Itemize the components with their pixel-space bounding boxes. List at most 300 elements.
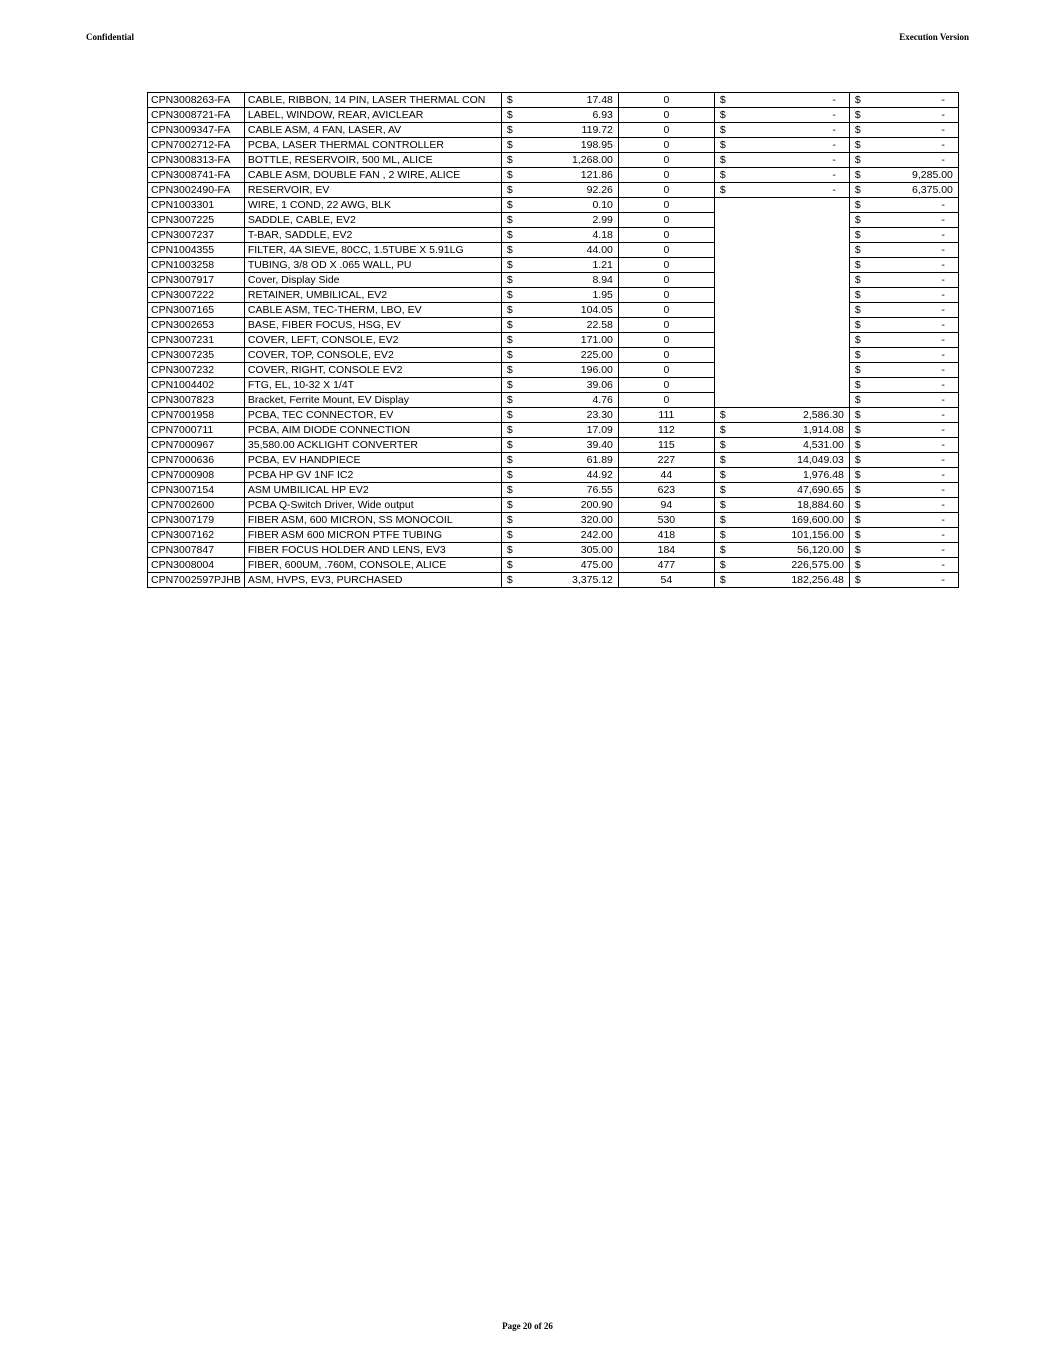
amount-value: - — [941, 244, 945, 256]
table-row — [148, 183, 959, 198]
description-cell: FTG, EL, 10-32 X 1/4T — [244, 378, 501, 393]
currency-symbol: $ — [506, 199, 513, 211]
part-number-cell: CPN3007235 — [148, 348, 245, 363]
amount-value: 39.40 — [586, 439, 613, 451]
currency-symbol: $ — [854, 454, 861, 466]
currency-symbol: $ — [719, 94, 726, 106]
amount-value: 2,586.30 — [803, 409, 844, 421]
part-number-cell: CPN3007154 — [148, 483, 245, 498]
amount-value: - — [941, 499, 945, 511]
currency-symbol: $ — [506, 394, 513, 406]
quantity-cell: 418 — [618, 528, 714, 543]
quantity-cell: 184 — [618, 543, 714, 558]
part-number-cell: CPN1004355 — [148, 243, 245, 258]
unit-price-cell — [501, 198, 618, 213]
extended-value-cell — [714, 213, 849, 228]
amount-value: 242.00 — [580, 529, 613, 541]
total-value-cell — [849, 408, 958, 423]
amount-value: 17.09 — [586, 424, 613, 436]
table-row — [148, 258, 959, 273]
unit-price-cell — [501, 393, 618, 408]
amount-value: 92.26 — [586, 184, 613, 196]
currency-symbol: $ — [854, 349, 861, 361]
description-cell: RESERVOIR, EV — [244, 183, 501, 198]
table-row — [148, 528, 959, 543]
page-number: Page 20 of 26 — [502, 1321, 553, 1331]
unit-price-cell — [501, 93, 618, 108]
unit-price-cell — [501, 483, 618, 498]
extended-value-cell — [714, 348, 849, 363]
part-number-cell: CPN7000967 — [148, 438, 245, 453]
table-row — [148, 243, 959, 258]
part-number-cell: CPN7000636 — [148, 453, 245, 468]
amount-value: 171.00 — [580, 334, 613, 346]
currency-symbol: $ — [719, 124, 726, 136]
part-number-cell: CPN3007179 — [148, 513, 245, 528]
total-value-cell — [849, 288, 958, 303]
amount-value: 4,531.00 — [803, 439, 844, 451]
part-number-cell: CPN3002490-FA — [148, 183, 245, 198]
currency-symbol: $ — [506, 454, 513, 466]
extended-value-cell — [714, 258, 849, 273]
description-cell: Cover, Display Side — [244, 273, 501, 288]
amount-value: - — [941, 259, 945, 271]
currency-symbol: $ — [854, 364, 861, 376]
extended-value-cell — [714, 573, 849, 588]
currency-symbol: $ — [719, 484, 726, 496]
description-cell: FIBER, 600UM, .760M, CONSOLE, ALICE — [244, 558, 501, 573]
quantity-cell: 0 — [618, 168, 714, 183]
total-value-cell — [849, 123, 958, 138]
unit-price-cell — [501, 123, 618, 138]
table-row — [148, 393, 959, 408]
part-number-cell: CPN3008263-FA — [148, 93, 245, 108]
currency-symbol: $ — [506, 439, 513, 451]
description-cell: PCBA, TEC CONNECTOR, EV — [244, 408, 501, 423]
unit-price-cell — [501, 318, 618, 333]
currency-symbol: $ — [506, 514, 513, 526]
part-number-cell: CPN7001958 — [148, 408, 245, 423]
currency-symbol: $ — [854, 304, 861, 316]
amount-value: - — [941, 109, 945, 121]
quantity-cell: 0 — [618, 288, 714, 303]
amount-value: - — [941, 319, 945, 331]
currency-symbol: $ — [506, 529, 513, 541]
unit-price-cell — [501, 468, 618, 483]
currency-symbol: $ — [854, 319, 861, 331]
amount-value: 4.76 — [592, 394, 613, 406]
description-cell: Bracket, Ferrite Mount, EV Display — [244, 393, 501, 408]
amount-value: 1,914.08 — [803, 424, 844, 436]
unit-price-cell — [501, 513, 618, 528]
currency-symbol: $ — [854, 529, 861, 541]
amount-value: 18,884.60 — [797, 499, 844, 511]
currency-symbol: $ — [854, 289, 861, 301]
total-value-cell — [849, 273, 958, 288]
amount-value: 475.00 — [580, 559, 613, 571]
currency-symbol: $ — [506, 154, 513, 166]
description-cell: T-BAR, SADDLE, EV2 — [244, 228, 501, 243]
extended-value-cell — [714, 183, 849, 198]
total-value-cell — [849, 198, 958, 213]
table-row — [148, 273, 959, 288]
part-number-cell: CPN3007847 — [148, 543, 245, 558]
quantity-cell: 0 — [618, 93, 714, 108]
amount-value: 56,120.00 — [797, 544, 844, 556]
amount-value: 196.00 — [580, 364, 613, 376]
unit-price-cell — [501, 333, 618, 348]
extended-value-cell — [714, 528, 849, 543]
extended-value-cell — [714, 453, 849, 468]
table-row — [148, 498, 959, 513]
currency-symbol: $ — [719, 559, 726, 571]
part-number-cell: CPN3009347-FA — [148, 123, 245, 138]
total-value-cell — [849, 318, 958, 333]
amount-value: - — [941, 469, 945, 481]
currency-symbol: $ — [719, 154, 726, 166]
description-cell: COVER, RIGHT, CONSOLE EV2 — [244, 363, 501, 378]
extended-value-cell — [714, 513, 849, 528]
quantity-cell: 0 — [618, 243, 714, 258]
unit-price-cell — [501, 273, 618, 288]
amount-value: - — [941, 94, 945, 106]
table-row — [148, 93, 959, 108]
unit-price-cell — [501, 138, 618, 153]
amount-value: - — [941, 409, 945, 421]
table-row — [148, 378, 959, 393]
total-value-cell — [849, 423, 958, 438]
extended-value-cell — [714, 333, 849, 348]
quantity-cell: 0 — [618, 333, 714, 348]
currency-symbol: $ — [854, 169, 861, 181]
part-number-cell: CPN3007232 — [148, 363, 245, 378]
table-row — [148, 408, 959, 423]
currency-symbol: $ — [854, 229, 861, 241]
amount-value: - — [941, 379, 945, 391]
currency-symbol: $ — [719, 529, 726, 541]
amount-value: 198.95 — [580, 139, 613, 151]
table-row — [148, 138, 959, 153]
unit-price-cell — [501, 108, 618, 123]
quantity-cell: 115 — [618, 438, 714, 453]
amount-value: - — [941, 334, 945, 346]
total-value-cell — [849, 378, 958, 393]
currency-symbol: $ — [506, 274, 513, 286]
amount-value: 76.55 — [586, 484, 613, 496]
part-number-cell: CPN7000908 — [148, 468, 245, 483]
part-number-cell: CPN3002653 — [148, 318, 245, 333]
unit-price-cell — [501, 243, 618, 258]
currency-symbol: $ — [854, 244, 861, 256]
currency-symbol: $ — [854, 124, 861, 136]
total-value-cell — [849, 258, 958, 273]
currency-symbol: $ — [506, 379, 513, 391]
amount-value: 44.92 — [586, 469, 613, 481]
part-number-cell: CPN1003258 — [148, 258, 245, 273]
currency-symbol: $ — [719, 499, 726, 511]
total-value-cell — [849, 543, 958, 558]
quantity-cell: 0 — [618, 228, 714, 243]
currency-symbol: $ — [854, 469, 861, 481]
description-cell: PCBA, AIM DIODE CONNECTION — [244, 423, 501, 438]
table-row — [148, 288, 959, 303]
amount-value: 8.94 — [592, 274, 613, 286]
part-number-cell: CPN3008741-FA — [148, 168, 245, 183]
currency-symbol: $ — [854, 184, 861, 196]
unit-price-cell — [501, 168, 618, 183]
extended-value-cell — [714, 483, 849, 498]
part-number-cell: CPN7002600 — [148, 498, 245, 513]
quantity-cell: 477 — [618, 558, 714, 573]
amount-value: - — [941, 529, 945, 541]
currency-symbol: $ — [854, 94, 861, 106]
description-cell: FIBER ASM 600 MICRON PTFE TUBING — [244, 528, 501, 543]
extended-value-cell — [714, 273, 849, 288]
quantity-cell: 0 — [618, 273, 714, 288]
amount-value: - — [941, 214, 945, 226]
amount-value: 39.06 — [586, 379, 613, 391]
description-cell: SADDLE, CABLE, EV2 — [244, 213, 501, 228]
amount-value: - — [941, 424, 945, 436]
unit-price-cell — [501, 228, 618, 243]
currency-symbol: $ — [506, 184, 513, 196]
quantity-cell: 227 — [618, 453, 714, 468]
quantity-cell: 0 — [618, 198, 714, 213]
total-value-cell — [849, 348, 958, 363]
currency-symbol: $ — [719, 169, 726, 181]
extended-value-cell — [714, 138, 849, 153]
table-row — [148, 468, 959, 483]
total-value-cell — [849, 108, 958, 123]
amount-value: 1,976.48 — [803, 469, 844, 481]
amount-value: - — [941, 274, 945, 286]
currency-symbol: $ — [854, 544, 861, 556]
extended-value-cell — [714, 423, 849, 438]
unit-price-cell — [501, 348, 618, 363]
extended-value-cell — [714, 468, 849, 483]
amount-value: - — [941, 154, 945, 166]
amount-value: - — [941, 124, 945, 136]
extended-value-cell — [714, 318, 849, 333]
amount-value: - — [832, 139, 836, 151]
currency-symbol: $ — [854, 334, 861, 346]
currency-symbol: $ — [506, 319, 513, 331]
amount-value: - — [832, 184, 836, 196]
currency-symbol: $ — [854, 409, 861, 421]
extended-value-cell — [714, 543, 849, 558]
total-value-cell — [849, 453, 958, 468]
amount-value: 226,575.00 — [791, 559, 844, 571]
currency-symbol: $ — [719, 424, 726, 436]
currency-symbol: $ — [854, 154, 861, 166]
extended-value-cell — [714, 108, 849, 123]
description-cell: COVER, LEFT, CONSOLE, EV2 — [244, 333, 501, 348]
quantity-cell: 0 — [618, 183, 714, 198]
extended-value-cell — [714, 243, 849, 258]
currency-symbol: $ — [854, 499, 861, 511]
amount-value: - — [941, 364, 945, 376]
total-value-cell — [849, 213, 958, 228]
amount-value: - — [832, 94, 836, 106]
currency-symbol: $ — [506, 259, 513, 271]
description-cell: FIBER FOCUS HOLDER AND LENS, EV3 — [244, 543, 501, 558]
amount-value: - — [941, 304, 945, 316]
extended-value-cell — [714, 168, 849, 183]
table-row — [148, 153, 959, 168]
total-value-cell — [849, 558, 958, 573]
currency-symbol: $ — [854, 139, 861, 151]
total-value-cell — [849, 228, 958, 243]
total-value-cell — [849, 438, 958, 453]
amount-value: 320.00 — [580, 514, 613, 526]
amount-value: 14,049.03 — [797, 454, 844, 466]
total-value-cell — [849, 498, 958, 513]
currency-symbol: $ — [506, 304, 513, 316]
currency-symbol: $ — [506, 349, 513, 361]
table-row — [148, 423, 959, 438]
amount-value: 1.21 — [592, 259, 613, 271]
currency-symbol: $ — [719, 469, 726, 481]
amount-value: 1.95 — [592, 289, 613, 301]
table-row — [148, 168, 959, 183]
currency-symbol: $ — [506, 409, 513, 421]
extended-value-cell — [714, 123, 849, 138]
unit-price-cell — [501, 363, 618, 378]
quantity-cell: 94 — [618, 498, 714, 513]
amount-value: - — [941, 439, 945, 451]
extended-value-cell — [714, 93, 849, 108]
table-row — [148, 333, 959, 348]
amount-value: - — [832, 109, 836, 121]
part-number-cell: CPN3007231 — [148, 333, 245, 348]
table-row — [148, 558, 959, 573]
currency-symbol: $ — [854, 424, 861, 436]
currency-symbol: $ — [506, 214, 513, 226]
unit-price-cell — [501, 258, 618, 273]
currency-symbol: $ — [506, 364, 513, 376]
currency-symbol: $ — [854, 574, 861, 586]
currency-symbol: $ — [854, 259, 861, 271]
amount-value: - — [941, 454, 945, 466]
currency-symbol: $ — [719, 514, 726, 526]
total-value-cell — [849, 333, 958, 348]
total-value-cell — [849, 138, 958, 153]
amount-value: 182,256.48 — [791, 574, 844, 586]
currency-symbol: $ — [719, 139, 726, 151]
unit-price-cell — [501, 528, 618, 543]
currency-symbol: $ — [719, 454, 726, 466]
amount-value: - — [941, 559, 945, 571]
currency-symbol: $ — [719, 109, 726, 121]
extended-value-cell — [714, 153, 849, 168]
amount-value: - — [941, 199, 945, 211]
currency-symbol: $ — [854, 514, 861, 526]
amount-value: 6.93 — [592, 109, 613, 121]
table-row — [148, 513, 959, 528]
table-row — [148, 543, 959, 558]
part-number-cell: CPN3007823 — [148, 393, 245, 408]
unit-price-cell — [501, 183, 618, 198]
part-number-cell: CPN3007222 — [148, 288, 245, 303]
quantity-cell: 111 — [618, 408, 714, 423]
amount-value: - — [941, 514, 945, 526]
parts-table — [147, 92, 959, 588]
amount-value: 0.10 — [592, 199, 613, 211]
currency-symbol: $ — [506, 424, 513, 436]
description-cell: CABLE ASM, DOUBLE FAN , 2 WIRE, ALICE — [244, 168, 501, 183]
description-cell: RETAINER, UMBILICAL, EV2 — [244, 288, 501, 303]
currency-symbol: $ — [506, 109, 513, 121]
currency-symbol: $ — [854, 199, 861, 211]
currency-symbol: $ — [506, 169, 513, 181]
extended-value-cell — [714, 393, 849, 408]
amount-value: 225.00 — [580, 349, 613, 361]
quantity-cell: 0 — [618, 213, 714, 228]
part-number-cell: CPN3007165 — [148, 303, 245, 318]
amount-value: 200.90 — [580, 499, 613, 511]
table-row — [148, 318, 959, 333]
part-number-cell: CPN3008004 — [148, 558, 245, 573]
amount-value: 22.58 — [586, 319, 613, 331]
amount-value: 104.05 — [580, 304, 613, 316]
currency-symbol: $ — [719, 409, 726, 421]
table-row — [148, 228, 959, 243]
currency-symbol: $ — [506, 544, 513, 556]
unit-price-cell — [501, 408, 618, 423]
currency-symbol: $ — [506, 289, 513, 301]
currency-symbol: $ — [719, 574, 726, 586]
amount-value: - — [941, 289, 945, 301]
amount-value: 305.00 — [580, 544, 613, 556]
unit-price-cell — [501, 153, 618, 168]
description-cell: PCBA Q-Switch Driver, Wide output — [244, 498, 501, 513]
amount-value: 61.89 — [586, 454, 613, 466]
extended-value-cell — [714, 228, 849, 243]
total-value-cell — [849, 573, 958, 588]
amount-value: 169,600.00 — [791, 514, 844, 526]
header-execution-version: Execution Version — [899, 32, 969, 42]
part-number-cell: CPN3007162 — [148, 528, 245, 543]
quantity-cell: 0 — [618, 108, 714, 123]
header-confidential: Confidential — [86, 32, 135, 42]
description-cell: ASM, HVPS, EV3, PURCHASED — [244, 573, 501, 588]
quantity-cell: 530 — [618, 513, 714, 528]
currency-symbol: $ — [506, 229, 513, 241]
description-cell: COVER, TOP, CONSOLE, EV2 — [244, 348, 501, 363]
total-value-cell — [849, 483, 958, 498]
unit-price-cell — [501, 453, 618, 468]
total-value-cell — [849, 153, 958, 168]
amount-value: - — [941, 484, 945, 496]
quantity-cell: 0 — [618, 393, 714, 408]
part-number-cell: CPN1003301 — [148, 198, 245, 213]
quantity-cell: 0 — [618, 378, 714, 393]
quantity-cell: 0 — [618, 348, 714, 363]
description-cell: BOTTLE, RESERVOIR, 500 ML, ALICE — [244, 153, 501, 168]
currency-symbol: $ — [506, 139, 513, 151]
amount-value: - — [941, 394, 945, 406]
currency-symbol: $ — [506, 484, 513, 496]
part-number-cell: CPN3007225 — [148, 213, 245, 228]
description-cell: CABLE ASM, TEC-THERM, LBO, EV — [244, 303, 501, 318]
amount-value: 6,375.00 — [912, 184, 953, 196]
description-cell: WIRE, 1 COND, 22 AWG, BLK — [244, 198, 501, 213]
amount-value: 17.48 — [586, 94, 613, 106]
total-value-cell — [849, 513, 958, 528]
currency-symbol: $ — [719, 544, 726, 556]
amount-value: 101,156.00 — [791, 529, 844, 541]
total-value-cell — [849, 183, 958, 198]
